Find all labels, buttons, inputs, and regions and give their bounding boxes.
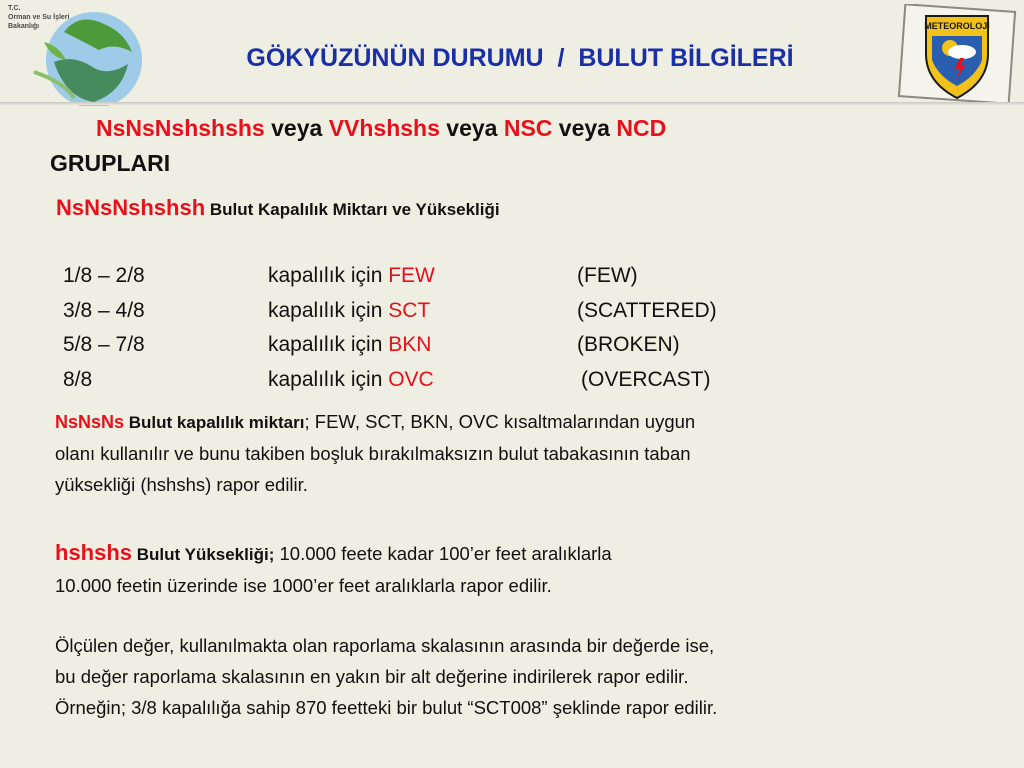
paragraph-line: Ölçülen değer, kullanılmakta olan raporlama skalasının arasında bir değerde ise,: [55, 635, 715, 656]
coverage-prefix: kapalılık için: [268, 368, 389, 391]
paragraph-line: [55, 406, 695, 438]
coverage-range: 3/8 – 4/8: [63, 299, 145, 322]
groups-suffix: GRUPLARI: [50, 150, 171, 176]
coverage-code: SCT: [388, 299, 431, 322]
coverage-label: [268, 299, 430, 323]
coverage-prefix: kapalılık için: [268, 264, 389, 287]
coverage-code: BKN: [388, 333, 432, 356]
coverage-full: (BROKEN): [577, 333, 680, 356]
coverage-code: FEW: [388, 264, 435, 287]
paragraph-line: 10.000 feetin üzerinde ise 1000’er feet aralıklarla rapor edilir.: [55, 575, 552, 596]
paragraph-line: olanı kullanılır ve bunu takiben boşluk bırakılmaksızın bulut tabakasının taban: [55, 443, 691, 464]
section-title: Bulut Kapalılık Miktarı ve Yüksekliği: [205, 200, 500, 219]
para-code: NsNsNs: [55, 412, 125, 432]
coverage-code: OVC: [388, 368, 434, 391]
paragraph-line: yüksekliği (hshshs) rapor edilir.: [55, 474, 308, 495]
badge-text: METEOROLOJİ: [924, 21, 990, 31]
paragraph-line: [55, 537, 612, 570]
header-divider: [0, 102, 1024, 105]
section-heading: [56, 195, 500, 221]
para-code: hshshs: [55, 540, 133, 565]
group-code: NCD: [616, 115, 667, 141]
coverage-label: [268, 264, 435, 288]
coverage-range: 8/8: [63, 368, 93, 391]
slide-title: GÖKYÜZÜNÜN DURUMU / BULUT BİLGİLERİ: [246, 44, 794, 72]
ministry-name: [8, 4, 69, 31]
para-bold: Bulut kapalılık miktarı: [124, 413, 305, 432]
coverage-prefix: kapalılık için: [268, 333, 389, 356]
group-sep: veya: [264, 115, 329, 141]
ministry-line: Bakanlığı: [8, 23, 40, 30]
paragraph-line: bu değer raporlama skalasının en yakın bir alt değerine indirilerek rapor edilir.: [55, 666, 689, 687]
ministry-line: Orman ve Su İşleri: [8, 14, 70, 21]
coverage-full: (SCATTERED): [577, 299, 717, 322]
groups-heading: [96, 115, 666, 142]
coverage-label: [268, 333, 431, 357]
ministry-line: T.C.: [8, 5, 21, 12]
coverage-label: [268, 368, 434, 392]
group-code: VVhshshs: [328, 115, 440, 141]
para-text: ; FEW, SCT, BKN, OVC kısaltmalarından uygun: [304, 411, 696, 432]
meteoroloji-badge-icon: [896, 4, 1018, 104]
coverage-prefix: kapalılık için: [268, 299, 389, 322]
group-code: NsNsNshshshs: [96, 115, 265, 141]
cover-amount-paragraph: [55, 406, 695, 500]
coverage-full: (OVERCAST): [581, 368, 711, 391]
coverage-range: 1/8 – 2/8: [63, 264, 145, 287]
para-text: 10.000 feete kadar 100’er feet aralıklarla: [274, 543, 612, 564]
rounding-rule-paragraph: [55, 630, 717, 723]
section-code: NsNsNshshsh: [56, 195, 206, 220]
coverage-range: 5/8 – 7/8: [63, 333, 145, 356]
group-sep: veya: [552, 115, 617, 141]
para-bold: Bulut Yüksekliği;: [132, 545, 275, 564]
coverage-full: (FEW): [577, 264, 638, 287]
paragraph-line: Örneğin; 3/8 kapalılığa sahip 870 feetteki bir bulut “SCT008” şeklinde rapor edilir.: [55, 697, 718, 718]
group-sep: veya: [439, 115, 504, 141]
cloud-height-paragraph: [55, 537, 612, 601]
group-code: NSC: [503, 115, 553, 141]
